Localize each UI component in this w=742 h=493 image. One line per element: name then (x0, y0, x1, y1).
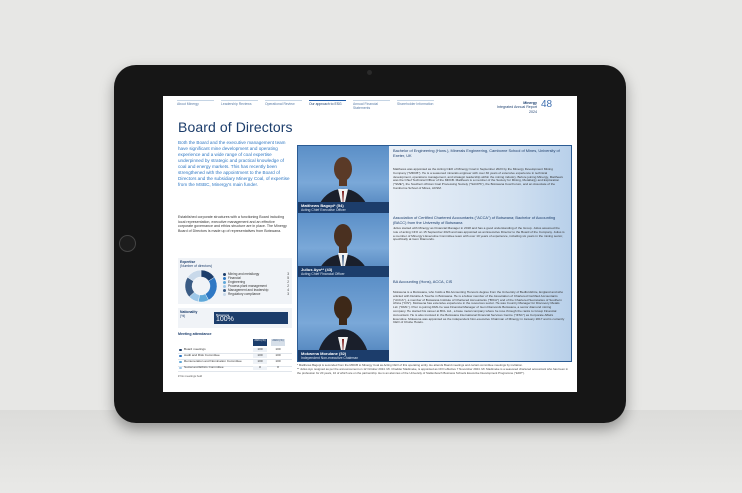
nationality-title: Nationality (180, 310, 198, 314)
director-card (298, 146, 571, 213)
director-bio: Mokwena is a Motswana, who holds a BA Accounting Honours degree from the University of Bedfordshire, England and who articled with Deloitte & Touche in Botswana. He is a fellow member of the Association of Chartered Certified Accountants ("ACCA"), a member of Botswana Institute of Chartered Accountants ("BICA") and of the Chartered Secretaries of Southern Africa ("CIS"). Mokwena has extensive experience in the resources sector. He was Country Manager for Discovery Metals Ltd. ("DML"). Prior to joining DML he was Financial Manager of Gem Diamonds Botswana, a senior diamond mining company. He started his career at BCL Ltd., a base metal company where he rose through the ranks to Group Financial Accountant. He is also involved in the Botswana International Financial Services Centre ("IFSC") as Corporate Affairs Executive. Mokwena was appointed as the independent Non-executive Chairman of Minergy in January 2017 and is currently CEO of Chobe Hotels. (393, 290, 565, 325)
meeting-value-2023: 100 (275, 359, 281, 363)
expertise-heading (180, 260, 212, 268)
director-photo (298, 146, 389, 213)
director-bio-panel (389, 213, 571, 277)
camera-icon (367, 70, 372, 75)
legend-swatch (223, 273, 226, 276)
directors-panel (297, 145, 572, 362)
legend-swatch (223, 293, 226, 296)
meeting-dot (179, 355, 182, 358)
expertise-item (223, 292, 289, 296)
tablet-screen (163, 96, 577, 392)
director-role: Acting Chief Financial Officer (301, 271, 345, 276)
meeting-label: Remuneration and Nomination Committee (184, 359, 242, 363)
meeting-value-2024: # (253, 366, 267, 370)
intro-paragraph: Both the Board and the executive management team have significant mine development and operating experience and a wide range of coal expertise underpinned by strategic and practical knowledge of coal and energy markets. This has recently been strengthened with the appointment to the Board of Directors and the subsidiary Minergy Coal, of expertise from the MSBC, Minergy's main funder. (178, 140, 290, 187)
legend-swatch (223, 281, 226, 284)
director-qualifications: Bachelor of Engineering (Hons.), Minerals Engineering, Camborne School of Mines, University of Exeter, UK (393, 148, 560, 158)
page-number: 48 (541, 99, 553, 110)
body-paragraph: Established corporate structures with a functioning Board including local representation, executive management and an effective corporate governance and ethics structure are in place. The Minergy Board of Directors is made up of representatives from Botswana. (178, 215, 287, 233)
expertise-panel (178, 258, 292, 304)
meeting-dot (179, 367, 182, 370)
director-card (298, 213, 571, 277)
nationality-bar (214, 312, 288, 324)
brand-label (497, 101, 537, 114)
legend-swatch (223, 285, 226, 288)
expertise-value: 2 (287, 284, 289, 289)
tablet-device (114, 65, 626, 423)
nationality-bar-value: 100% (216, 316, 234, 323)
director-qualifications: Association of Certified Chartered Accountants ("ACCA") of Botswana; Bachelor of Accounting (BACC) from the University of Botswana (393, 215, 556, 225)
nav-tab[interactable]: About Minergy (177, 100, 214, 111)
meeting-heading: Meeting attendance (178, 332, 212, 336)
meeting-dot (179, 361, 182, 364)
director-name-strip (298, 266, 389, 277)
legend-swatch (223, 289, 226, 292)
expertise-label: Mining and metallurgy (228, 272, 260, 276)
expertise-label: Process plant management (228, 284, 267, 289)
nav-tab[interactable]: Annual Financial Statements (353, 100, 390, 111)
director-bio: Matthews was appointed as the Acting CEO of Minergy Coal in September 2023 by the Minergy Development Mining Company ("MDCB"). He is a seasoned minerals engineer with over 30 years of extensive experience in technical development, operations management, and strategic leadership within the mining industry. Before joining Minergy, Matthews was the Chief Technical Officer of the MDCB. Matthews is a member of the Society for Mining, Metallurgy and Exploration ("SME"), the Southern African Coal Processing Society ("SACPS"), the Botswana Coal Forum, and an Associate of the Camborne School of Mines, ACSM. (393, 167, 563, 190)
expertise-label: Engineering (228, 280, 246, 285)
meeting-value-2023: 100 (275, 353, 281, 357)
meeting-attendance (178, 332, 292, 378)
donut-slice (205, 277, 217, 300)
footnote-1: * Matthews Bagopi is seconded from the MDCB to Minergy Coal as Acting CEO of this operating entity. He attends Board meetings and certain committee meetings by invitation. (297, 363, 523, 367)
expertise-subtitle: (Number of directors) (180, 264, 213, 268)
meeting-row (178, 366, 292, 372)
meeting-dot (179, 349, 182, 352)
meeting-value-2024: 100 (253, 348, 267, 352)
director-bio-panel (389, 277, 571, 361)
director-bio-panel (389, 146, 571, 213)
expertise-donut-chart (184, 269, 218, 303)
meeting-col-2023: 2023 (%) (271, 339, 285, 346)
expertise-label: Management and leadership (228, 288, 269, 293)
nationality-panel (178, 308, 292, 328)
director-name: Mokwena Morulane (52) (301, 350, 347, 356)
home-button[interactable] (119, 235, 136, 252)
meeting-label: Audit and Risk Committee (184, 353, 220, 357)
nav-tab[interactable]: Shareholder Information (397, 100, 434, 111)
director-role: Independent Non-executive Chairman (301, 355, 359, 360)
director-name-strip (298, 202, 389, 213)
brand-name: Minergy (523, 101, 537, 105)
director-bio: Julius started with Minergy as Financial Manager in 2018 and has a good understanding of the Group. Julius assumed the role of acting CFO on 15 September 2023 and was appointed as an Executive Director to the Board of the Company. Julius is a member of Minergy's Executive Committee team with over 10 years of experience, including six years in the mining sector, specifically at Gem Diamonds. (393, 226, 565, 242)
meeting-col-2024: 2024 (%) (253, 339, 267, 346)
expertise-value: 4 (287, 288, 289, 293)
meeting-label: Board meetings (184, 347, 206, 351)
director-portrait-icon (298, 277, 389, 361)
meeting-label: Social and Ethics Committee (184, 365, 224, 369)
expertise-label: Financial (228, 276, 241, 281)
nationality-subtitle: (%) (180, 314, 186, 318)
expertise-legend (223, 272, 289, 297)
legend-swatch (223, 277, 226, 280)
nav-tab[interactable]: Our approach to ESG (309, 100, 346, 111)
expertise-value: 5 (287, 276, 289, 281)
nationality-bar-label: Batswana (216, 313, 230, 317)
director-name-strip (298, 350, 389, 361)
meeting-value-2023: # (277, 365, 279, 369)
director-photo (298, 277, 389, 361)
director-role: Acting Chief Executive Officer (301, 207, 346, 212)
meeting-value-2024: 100 (253, 360, 267, 364)
footnote-2: ** Julius Ayo resigned as per the announcement on 12 October 2024. Mr. Chadder Madimeke, is appointed as CFO effective 7 November 2024. Mr. Madimeke is a seasoned chartered accountant who has been in the profession for 20 years, 10 of which are on the partnership. He is an alumnus of the University of Stellenbosch Business Schools Executive Development Programme ("EDP"). (297, 367, 568, 375)
director-card (298, 277, 571, 361)
page-title: Board of Directors (178, 119, 293, 135)
nationality-heading (180, 310, 197, 318)
expertise-value: 3 (287, 292, 289, 297)
expertise-label: Regulatory compliance (228, 292, 261, 297)
meeting-value-2024: 100 (253, 354, 267, 358)
brand-report: Integrated Annual Report 2024 (497, 105, 537, 114)
top-navigation (177, 100, 441, 111)
footnotes (297, 364, 569, 376)
director-name: Julius Ayo** (43) (301, 266, 333, 272)
expertise-value: 2 (287, 280, 289, 285)
nav-tab[interactable]: Leadership Reviews (221, 100, 258, 111)
expertise-value: 3 (287, 272, 289, 276)
expertise-title: Expertise (180, 260, 196, 264)
meeting-footnote: # No meetings held (178, 374, 203, 378)
director-photo (298, 213, 389, 277)
director-name: Matthews Bagopi* (54) (301, 202, 344, 208)
meeting-value-2023: 100 (275, 347, 281, 351)
nav-tab[interactable]: Operational Review (265, 100, 302, 111)
director-qualifications: BA Accounting (Hons), ACCA, CIS (393, 279, 453, 284)
